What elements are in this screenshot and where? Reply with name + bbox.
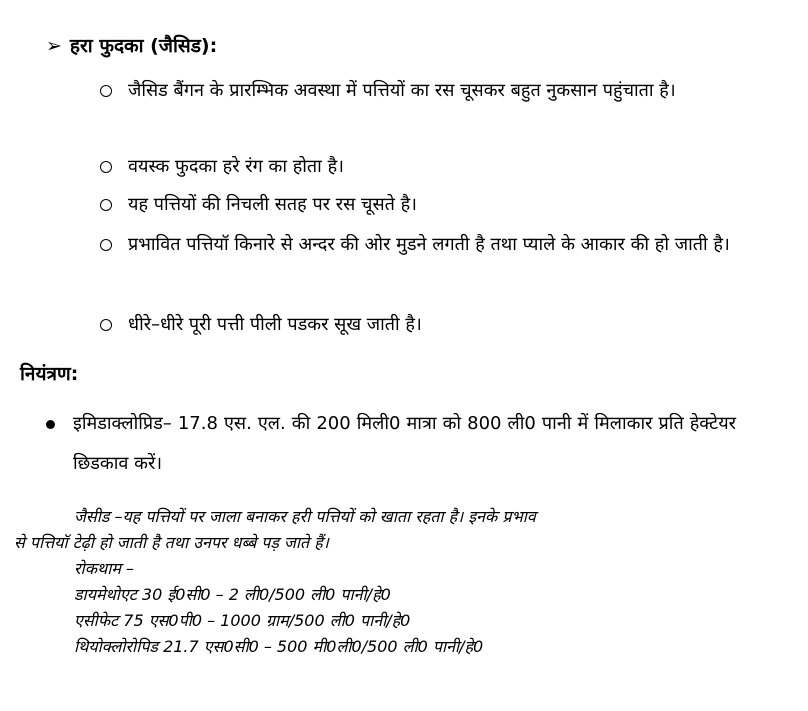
arrow-bullet-icon: ➢	[46, 35, 62, 57]
note-block	[14, 504, 800, 660]
circle-bullet-icon	[100, 161, 112, 173]
control-point	[46, 404, 736, 484]
jassid-heading-text: हरा फुदका (जैसिड):	[69, 35, 218, 57]
list-item-text: जैसिड बैंगन के प्रारम्भिक अवस्था में पत्तियों का रस चूसकर बहुत नुकसान पहुंचाता है।	[128, 80, 676, 101]
list-item	[100, 72, 740, 110]
list-item-text: धीरे–धीरे पूरी पत्ती पीली पडकर सूख जाती है।	[128, 314, 422, 335]
note-line: से पत्तियॉ टेढ़ी हो जाती है तथा उनपर धब्बे पड़ जाते हैं।	[14, 533, 329, 552]
list-item-text: प्रभावित पत्तियॉ किनारे से अन्दर की ओर मुडने लगती है तथा प्याले के आकार की हो जाती है।	[128, 234, 730, 255]
list-item	[100, 226, 740, 264]
circle-bullet-icon	[100, 85, 112, 97]
list-item-text: यह पत्तियों की निचली सतह पर रस चूसते है।	[128, 194, 417, 215]
circle-bullet-icon	[100, 239, 112, 251]
remedy-line: थियोक्लोरोपिड 21.7 एस0सी0 – 500 मी0ली0/500 ली0 पानी/हे0	[74, 637, 484, 656]
list-item-text: वयस्क फुदका हरे रंग का होता है।	[128, 156, 344, 177]
circle-bullet-icon	[100, 319, 112, 331]
remedy-line: एसीफेट 75 एस0पी0 – 1000 ग्राम/500 ली0 पानी/हे0	[74, 611, 411, 630]
note-line: जैसीड –यह पत्तियों पर जाला बनाकर हरी पत्तियों को खाता रहता है। इनके प्रभाव	[74, 507, 536, 526]
remedy-line: डायमेथोएट 30 ई0सी0 – 2 ली0/500 ली0 पानी/हे0	[74, 585, 391, 604]
list-item	[100, 148, 740, 186]
list-item	[100, 186, 740, 224]
prevention-label: रोकथाम –	[74, 559, 134, 578]
control-heading: नियंत्रण:	[20, 363, 79, 385]
list-item	[100, 306, 740, 344]
circle-bullet-icon	[100, 199, 112, 211]
jassid-heading	[46, 32, 217, 58]
control-point-text: इमिडाक्लोप्रिड– 17.8 एस. एल. की 200 मिली0 मात्रा को 800 ली0 पानी में मिलाकार प्रति हेक्टेयर छिडकाव करें।	[73, 413, 736, 474]
dot-bullet-icon	[46, 420, 55, 429]
